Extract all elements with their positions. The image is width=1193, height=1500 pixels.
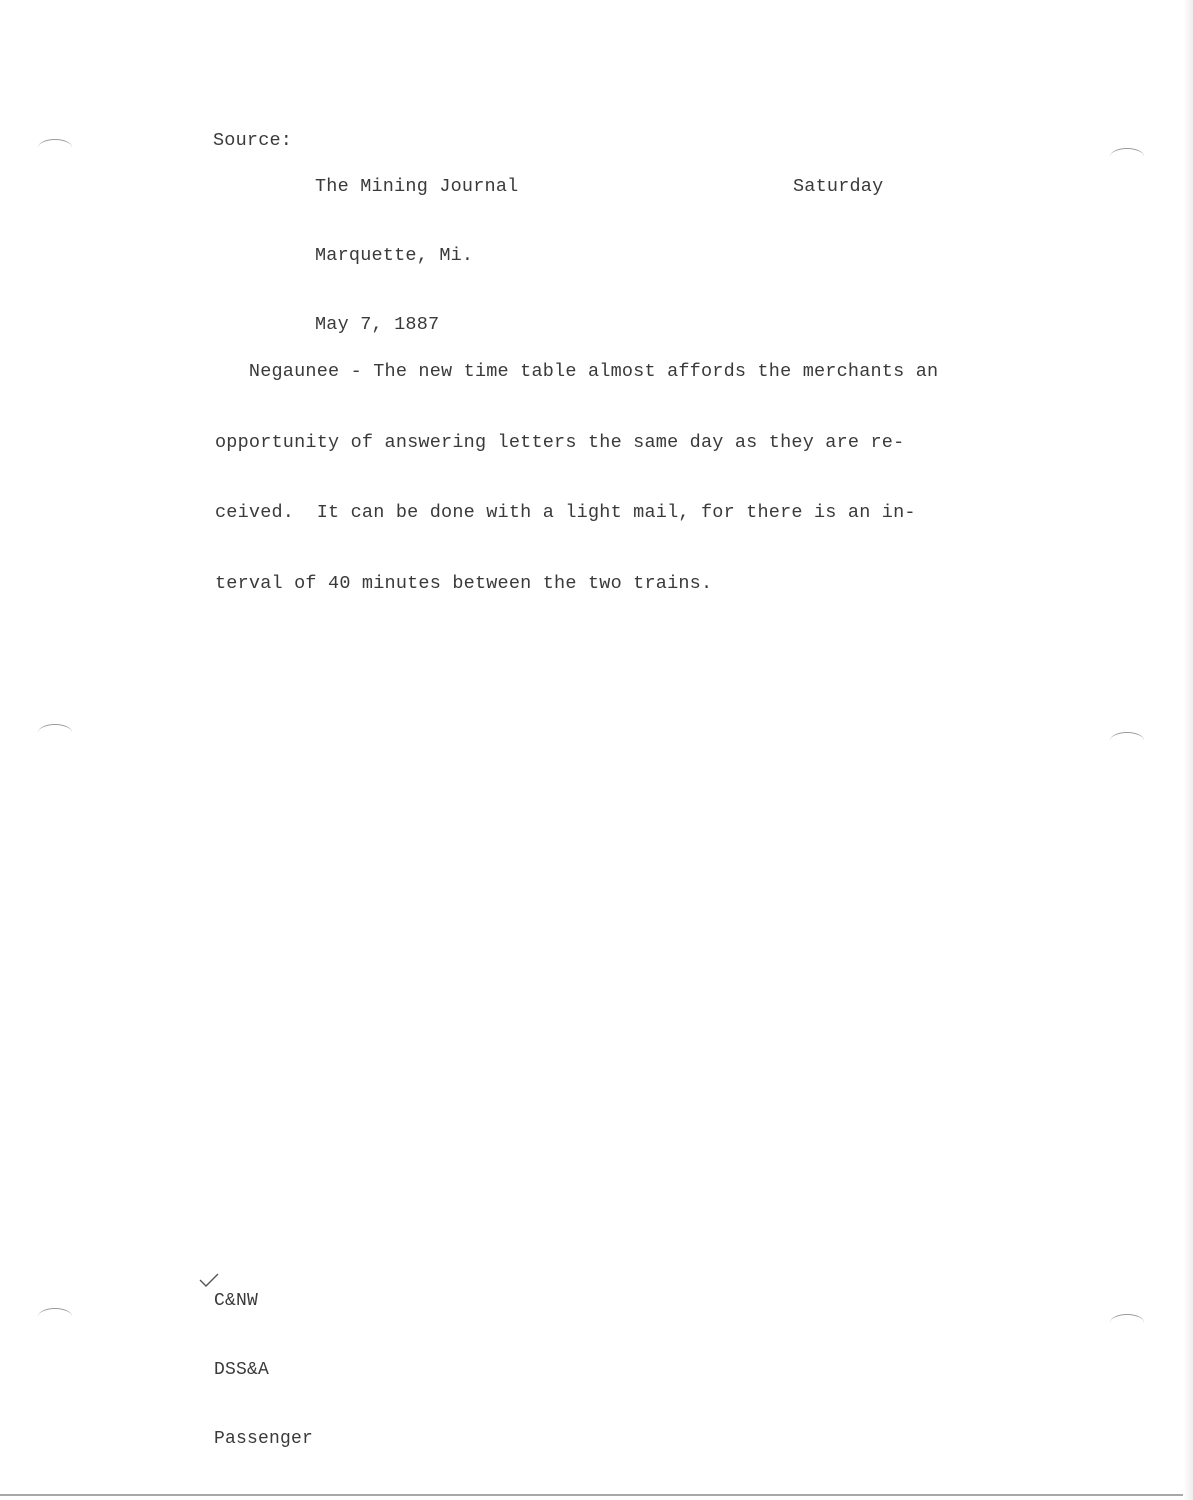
punch-hole-left-middle-icon <box>38 724 72 741</box>
article-line: Negaunee - The new time table almost affords the merchants an <box>215 361 939 382</box>
source-publication: The Mining Journal <box>315 176 519 197</box>
punch-hole-right-top-icon <box>1110 148 1144 165</box>
punch-hole-left-bottom-icon <box>38 1308 72 1325</box>
punch-hole-right-middle-icon <box>1110 732 1144 749</box>
article-line: terval of 40 minutes between the two trains. <box>215 572 713 594</box>
tag-item: C&NW <box>214 1291 259 1311</box>
source-label: Source: <box>213 130 293 151</box>
tag-item: Passenger <box>214 1429 314 1449</box>
subject-tags <box>214 1244 313 1497</box>
punch-hole-left-top-icon <box>38 139 72 156</box>
bottom-scan-edge <box>0 1494 1183 1496</box>
punch-hole-right-bottom-icon <box>1110 1314 1144 1331</box>
source-place: Marquette, Mi. <box>315 245 474 266</box>
source-day: Saturday <box>793 176 884 197</box>
source-date: May 7, 1887 <box>315 314 440 335</box>
tag-item: DSS&A <box>214 1360 270 1380</box>
page-edge-shadow <box>1183 0 1193 1500</box>
article-line: ceived. It can be done with a light mail, for there is an in- <box>215 502 916 523</box>
article-line: opportunity of answering letters the same day as they are re- <box>215 431 905 453</box>
article-body <box>215 313 938 642</box>
